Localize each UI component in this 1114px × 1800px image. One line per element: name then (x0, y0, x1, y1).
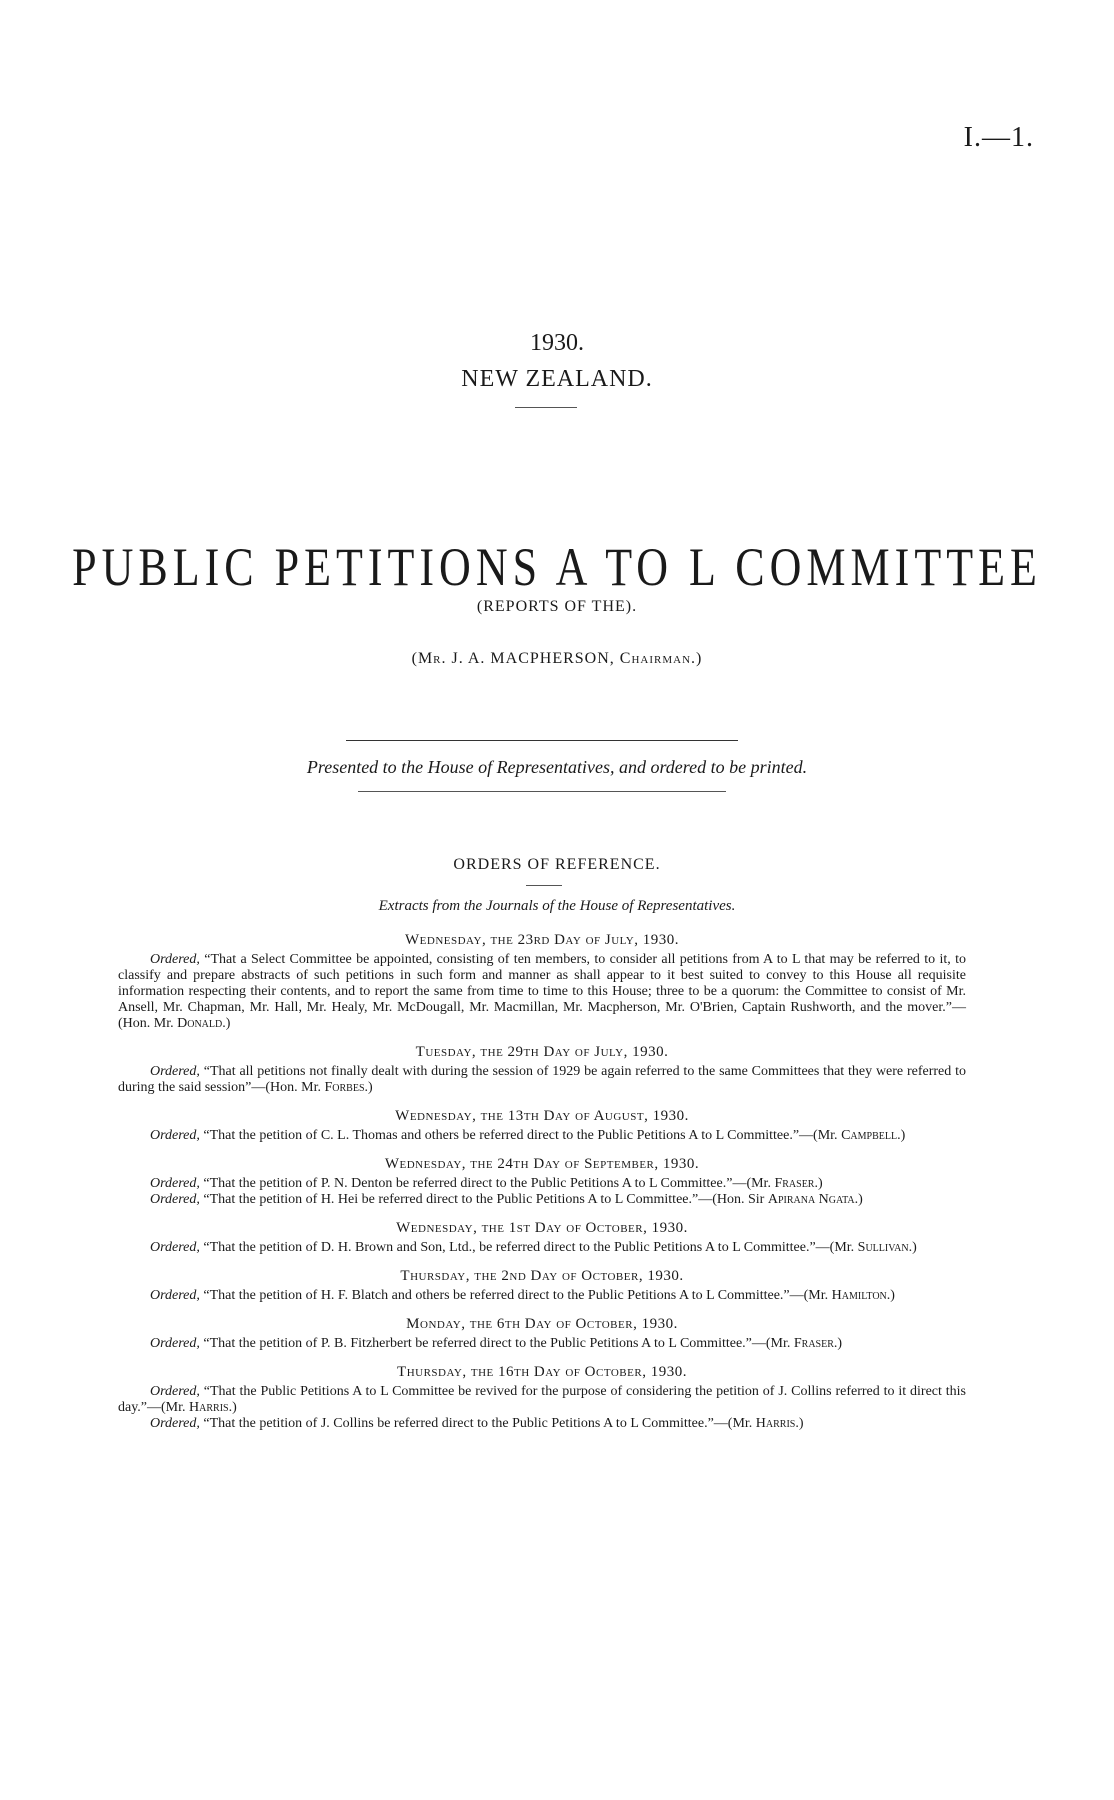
order-text: “That the petition of J. Collins be referred direct to the Public Petitions A to L Committee.”—(Mr. (199, 1416, 756, 1431)
chairman-prefix: Mr. (417, 650, 447, 667)
order-date: Tuesday, the 29th Day of July, 1930. (415, 1044, 669, 1060)
order-entry (118, 1044, 966, 1096)
order-paragraph (118, 1288, 966, 1304)
ordered-label: Ordered, (150, 1064, 200, 1079)
order-end: .) (897, 1128, 906, 1143)
order-end: .) (795, 1416, 804, 1431)
order-date: Monday, the 6th Day of October, 1930. (406, 1316, 678, 1332)
divider-short (515, 407, 577, 408)
order-paragraph (118, 1384, 966, 1416)
order-text: “That the petition of P. N. Denton be referred direct to the Public Petitions A to L Committee.”—(Mr. (199, 1176, 775, 1191)
order-text: “That the Public Petitions A to L Committee be revived for the purpose of considering the petition of J. Collins referred to it direct this day.”—(Mr. (118, 1384, 966, 1415)
mover-name: Hamilton (831, 1288, 887, 1303)
order-end: .) (364, 1080, 373, 1095)
ordered-label: Ordered, (150, 1176, 200, 1191)
order-date: Wednesday, the 13th Day of August, 1930. (395, 1108, 689, 1124)
chairman-name: J. A. MACPHERSON, (446, 650, 620, 667)
ordered-label: Ordered, (150, 952, 200, 967)
mover-name: Harris (189, 1400, 229, 1415)
mover-name: Forbes (324, 1080, 365, 1095)
order-date: Thursday, the 2nd Day of October, 1930. (400, 1268, 684, 1284)
mover-name: Donald (177, 1016, 223, 1031)
document-subtitle: (REPORTS OF THE). (476, 598, 638, 615)
ordered-label: Ordered, (150, 1288, 200, 1303)
order-text: “That the petition of C. L. Thomas and others be referred direct to the Public Petitions A to L Committee.”—(Mr. (199, 1128, 842, 1143)
order-date: Wednesday, the 23rd Day of July, 1930. (405, 932, 679, 948)
order-date: Wednesday, the 24th Day of September, 1930. (384, 1156, 700, 1172)
order-end: .) (908, 1240, 917, 1255)
divider-top (346, 740, 738, 741)
mover-name: Harris (755, 1416, 796, 1431)
mover-name: Campbell (841, 1128, 898, 1143)
order-entry (118, 1220, 966, 1256)
order-entry (118, 1316, 966, 1352)
chairman-line (0, 650, 1114, 668)
order-text: “That the petition of D. H. Brown and Son, Ltd., be referred direct to the Public Petitions A to L Committee.”—(Mr. (199, 1240, 858, 1255)
order-entry (118, 1268, 966, 1304)
order-end: .) (222, 1016, 231, 1031)
order-text: “That the petition of H. F. Blatch and others be referred direct to the Public Petitions A to L Committee.”—(Mr. (199, 1288, 832, 1303)
mover-name: Apirana Ngata (767, 1192, 855, 1207)
order-paragraph (118, 1176, 966, 1192)
chairman-open-paren: ( (411, 650, 418, 667)
order-text: “That all petitions not finally dealt with during the session of 1929 be again referred to the same Committees that they were referred to during the said session”—(Hon. Mr. (118, 1064, 966, 1095)
order-paragraph (118, 1240, 966, 1256)
presented-notice: Presented to the House of Representatives, and ordered to be printed. (306, 757, 808, 777)
order-end: .) (814, 1176, 823, 1191)
mover-name: Sullivan (857, 1240, 909, 1255)
ordered-label: Ordered, (150, 1128, 200, 1143)
order-end: .) (228, 1400, 237, 1415)
ordered-label: Ordered, (150, 1416, 200, 1431)
chairman-close-paren: ) (696, 650, 703, 667)
order-end: .) (833, 1336, 843, 1351)
order-entry (118, 932, 966, 1032)
order-end: .) (886, 1288, 895, 1303)
ordered-label: Ordered, (150, 1336, 200, 1351)
order-text: “That a Select Committee be appointed, consisting of ten members, to consider all petitions from A to L that may be referred to it, to classify and prepare abstracts of such petitions in such form and manner as shall appear to it best suited to convey to this House all requisite information respecting their contents, and to report the same from time to time to this House; three to be a quorum: the Committee to consist of Mr. Ansell, Mr. Chapman, Mr. Hall, Mr. Healy, Mr. McDougall, Mr. Macmillan, Mr. Macpherson, Mr. O'Brien, Captain Rushworth, and the mover.”—(Hon. Mr. (118, 952, 966, 1031)
order-entry (118, 1108, 966, 1144)
orders-list (118, 932, 966, 1432)
ordered-label: Ordered, (150, 1384, 200, 1399)
extracts-subheading: Extracts from the Journals of the House of Representatives. (378, 898, 736, 914)
order-paragraph (118, 1128, 966, 1144)
mover-name: Fraser (774, 1176, 815, 1191)
chairman-role: Chairman. (619, 650, 697, 667)
order-end: .) (854, 1192, 863, 1207)
order-text: “That the petition of P. B. Fitzherbert be referred direct to the Public Petitions A to L Committee.”—(Mr. (199, 1336, 794, 1351)
order-text: “That the petition of H. Hei be referred direct to the Public Petitions A to L Committee.”—(Hon. Sir (199, 1192, 768, 1207)
order-date: Thursday, the 16th Day of October, 1930. (397, 1364, 687, 1380)
mover-name: Fraser (793, 1336, 834, 1351)
country-heading: NEW ZEALAND. (461, 366, 653, 392)
order-paragraph (118, 1064, 966, 1096)
ordered-label: Ordered, (150, 1240, 200, 1255)
divider-bottom (358, 791, 726, 792)
order-paragraph (118, 1336, 966, 1352)
order-paragraph (118, 1192, 966, 1208)
order-date: Wednesday, the 1st Day of October, 1930. (396, 1220, 688, 1236)
orders-heading: ORDERS OF REFERENCE. (453, 856, 661, 873)
page-reference: I.—1. (963, 122, 1034, 153)
order-entry (118, 1364, 966, 1432)
order-paragraph (118, 952, 966, 1032)
document-title: PUBLIC PETITIONS A TO L COMMITTEE (72, 537, 1042, 597)
ordered-label: Ordered, (150, 1192, 200, 1207)
order-paragraph (118, 1416, 966, 1432)
order-entry (118, 1156, 966, 1208)
divider-orders (526, 885, 562, 886)
document-year: 1930. (530, 330, 584, 356)
